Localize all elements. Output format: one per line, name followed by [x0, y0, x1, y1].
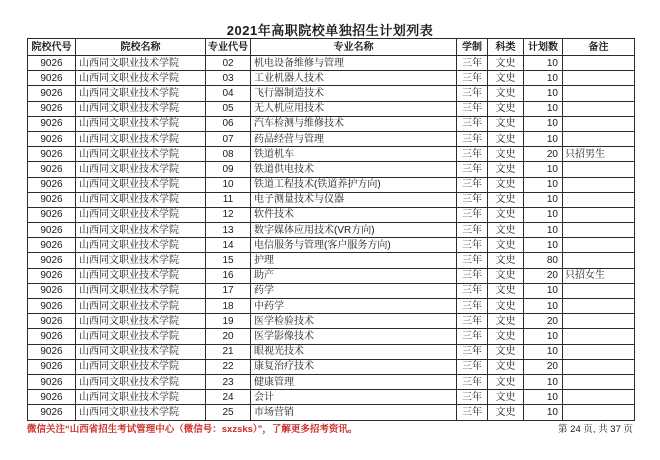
column-header-4: 学制: [457, 39, 488, 56]
table-cell: 10: [524, 71, 563, 86]
table-cell: 文史: [488, 177, 524, 192]
table-cell: 山西同文职业技术学院: [76, 283, 206, 298]
table-cell: 三年: [457, 283, 488, 298]
table-cell: 10: [524, 56, 563, 71]
table-cell: 11: [206, 192, 251, 207]
table-cell: 08: [206, 147, 251, 162]
table-cell: 9026: [28, 359, 76, 374]
table-cell: 三年: [457, 192, 488, 207]
table-cell: 9026: [28, 147, 76, 162]
table-cell: 三年: [457, 390, 488, 405]
table-cell: 市场营销: [251, 405, 457, 420]
table-cell: 山西同文职业技术学院: [76, 116, 206, 131]
table-cell: 只招女生: [563, 268, 635, 283]
table-cell: [563, 359, 635, 374]
table-cell: [563, 162, 635, 177]
table-cell: 9026: [28, 390, 76, 405]
table-cell: 10: [524, 299, 563, 314]
table-cell: [563, 71, 635, 86]
table-cell: 山西同文职业技术学院: [76, 162, 206, 177]
table-cell: 三年: [457, 344, 488, 359]
table-cell: [563, 56, 635, 71]
table-cell: 10: [524, 374, 563, 389]
table-cell: 助产: [251, 268, 457, 283]
table-cell: 9026: [28, 344, 76, 359]
table-cell: 04: [206, 86, 251, 101]
table-cell: 三年: [457, 299, 488, 314]
table-cell: 山西同文职业技术学院: [76, 101, 206, 116]
table-cell: 机电设备维修与管理: [251, 56, 457, 71]
table-cell: 文史: [488, 359, 524, 374]
table-cell: 文史: [488, 329, 524, 344]
page-number-indicator: 第 24 页, 共 37 页: [558, 424, 633, 435]
table-row: [28, 374, 635, 389]
table-row: [28, 56, 635, 71]
table-cell: 三年: [457, 223, 488, 238]
table-cell: 文史: [488, 207, 524, 222]
table-cell: 10: [524, 283, 563, 298]
column-header-0: 院校代号: [28, 39, 76, 56]
table-cell: 9026: [28, 116, 76, 131]
table-cell: 9026: [28, 238, 76, 253]
table-cell: [563, 207, 635, 222]
table-cell: 三年: [457, 162, 488, 177]
table-row: [28, 192, 635, 207]
table-cell: 9026: [28, 283, 76, 298]
table-cell: 15: [206, 253, 251, 268]
table-cell: 文史: [488, 390, 524, 405]
table-cell: 18: [206, 299, 251, 314]
wechat-footer-notice: 微信关注“山西省招生考试管理中心（微信号：sxzsks）”，了解更多招考资讯。: [27, 424, 358, 435]
table-row: [28, 405, 635, 420]
table-cell: 文史: [488, 299, 524, 314]
table-row: [28, 253, 635, 268]
table-cell: 三年: [457, 147, 488, 162]
table-cell: 山西同文职业技术学院: [76, 56, 206, 71]
table-cell: 三年: [457, 374, 488, 389]
table-cell: 三年: [457, 405, 488, 420]
table-cell: 三年: [457, 253, 488, 268]
table-cell: 25: [206, 405, 251, 420]
table-row: [28, 86, 635, 101]
table-cell: 山西同文职业技术学院: [76, 223, 206, 238]
table-cell: 铁道机车: [251, 147, 457, 162]
table-cell: 山西同文职业技术学院: [76, 253, 206, 268]
table-cell: 文史: [488, 238, 524, 253]
table-cell: 文史: [488, 162, 524, 177]
table-cell: 文史: [488, 374, 524, 389]
table-cell: 三年: [457, 314, 488, 329]
table-cell: 健康管理: [251, 374, 457, 389]
table-cell: 数字媒体应用技术(VR方向): [251, 223, 457, 238]
table-cell: [563, 116, 635, 131]
table-cell: [563, 283, 635, 298]
table-cell: 药品经营与管理: [251, 131, 457, 146]
table-cell: [563, 405, 635, 420]
table-cell: 眼视光技术: [251, 344, 457, 359]
table-cell: 03: [206, 71, 251, 86]
table-cell: 三年: [457, 329, 488, 344]
table-cell: 9026: [28, 253, 76, 268]
table-cell: 10: [524, 207, 563, 222]
table-row: [28, 177, 635, 192]
table-cell: 10: [524, 177, 563, 192]
table-cell: 文史: [488, 86, 524, 101]
page-title: 2021年高职院校单独招生计划列表: [226, 23, 434, 38]
table-cell: 山西同文职业技术学院: [76, 192, 206, 207]
table-cell: 14: [206, 238, 251, 253]
table-cell: 三年: [457, 207, 488, 222]
table-cell: 三年: [457, 238, 488, 253]
table-cell: 飞行器制造技术: [251, 86, 457, 101]
table-cell: 三年: [457, 71, 488, 86]
table-row: [28, 71, 635, 86]
table-cell: 山西同文职业技术学院: [76, 344, 206, 359]
table-cell: 铁道供电技术: [251, 162, 457, 177]
table-cell: 02: [206, 56, 251, 71]
table-cell: 医学影像技术: [251, 329, 457, 344]
table-cell: 19: [206, 314, 251, 329]
table-cell: [563, 374, 635, 389]
table-cell: 文史: [488, 344, 524, 359]
table-row: [28, 329, 635, 344]
table-cell: 10: [206, 177, 251, 192]
table-cell: 医学检验技术: [251, 314, 457, 329]
table-cell: 10: [524, 131, 563, 146]
table-cell: 21: [206, 344, 251, 359]
table-cell: 10: [524, 86, 563, 101]
table-cell: 20: [206, 329, 251, 344]
table-cell: 9026: [28, 101, 76, 116]
table-cell: 文史: [488, 268, 524, 283]
table-cell: 05: [206, 101, 251, 116]
table-cell: 工业机器人技术: [251, 71, 457, 86]
table-cell: 10: [524, 223, 563, 238]
table-row: [28, 162, 635, 177]
table-cell: 9026: [28, 131, 76, 146]
table-cell: 山西同文职业技术学院: [76, 390, 206, 405]
table-cell: 山西同文职业技术学院: [76, 177, 206, 192]
table-cell: 22: [206, 359, 251, 374]
table-cell: [563, 131, 635, 146]
table-cell: 山西同文职业技术学院: [76, 207, 206, 222]
table-cell: 山西同文职业技术学院: [76, 86, 206, 101]
table-cell: 文史: [488, 101, 524, 116]
table-cell: 10: [524, 116, 563, 131]
table-cell: 9026: [28, 192, 76, 207]
table-cell: 10: [524, 101, 563, 116]
table-cell: 10: [524, 238, 563, 253]
table-row: [28, 314, 635, 329]
table-cell: 三年: [457, 86, 488, 101]
table-cell: 9026: [28, 299, 76, 314]
table-cell: 9026: [28, 314, 76, 329]
table-cell: 中药学: [251, 299, 457, 314]
table-cell: 山西同文职业技术学院: [76, 405, 206, 420]
table-cell: 护理: [251, 253, 457, 268]
table-cell: 山西同文职业技术学院: [76, 268, 206, 283]
table-cell: 文史: [488, 283, 524, 298]
table-cell: [563, 344, 635, 359]
table-cell: 电信服务与管理(客户服务方向): [251, 238, 457, 253]
table-cell: [563, 101, 635, 116]
table-cell: 三年: [457, 268, 488, 283]
enrollment-plan-table: [27, 38, 635, 421]
table-cell: 山西同文职业技术学院: [76, 329, 206, 344]
table-cell: 9026: [28, 207, 76, 222]
table-row: [28, 223, 635, 238]
table-row: [28, 390, 635, 405]
table-cell: 无人机应用技术: [251, 101, 457, 116]
table-cell: 9026: [28, 71, 76, 86]
table-cell: 10: [524, 344, 563, 359]
table-cell: 20: [524, 359, 563, 374]
table-cell: 文史: [488, 71, 524, 86]
table-cell: 康复治疗技术: [251, 359, 457, 374]
column-header-3: 专业名称: [251, 39, 457, 56]
table-cell: 药学: [251, 283, 457, 298]
table-cell: [563, 390, 635, 405]
table-cell: 09: [206, 162, 251, 177]
table-cell: 20: [524, 268, 563, 283]
table-cell: 三年: [457, 101, 488, 116]
table-cell: 文史: [488, 56, 524, 71]
column-header-2: 专业代号: [206, 39, 251, 56]
column-header-1: 院校名称: [76, 39, 206, 56]
table-cell: 铁道工程技术(铁道养护方向): [251, 177, 457, 192]
table-cell: 10: [524, 162, 563, 177]
table-cell: [563, 192, 635, 207]
table-row: [28, 101, 635, 116]
table-cell: 文史: [488, 131, 524, 146]
table-cell: [563, 253, 635, 268]
table-cell: 山西同文职业技术学院: [76, 147, 206, 162]
table-cell: 文史: [488, 253, 524, 268]
table-cell: 9026: [28, 329, 76, 344]
table-cell: 汽车检测与维修技术: [251, 116, 457, 131]
column-header-5: 科类: [488, 39, 524, 56]
table-cell: 07: [206, 131, 251, 146]
table-cell: 10: [524, 390, 563, 405]
table-cell: 三年: [457, 177, 488, 192]
table-cell: 9026: [28, 86, 76, 101]
table-cell: 9026: [28, 56, 76, 71]
table-header-row: [28, 39, 635, 56]
table-cell: 10: [524, 329, 563, 344]
table-row: [28, 207, 635, 222]
table-cell: 80: [524, 253, 563, 268]
table-cell: 9026: [28, 374, 76, 389]
table-cell: 文史: [488, 116, 524, 131]
table-cell: 软件技术: [251, 207, 457, 222]
table-cell: 9026: [28, 223, 76, 238]
table-cell: 三年: [457, 359, 488, 374]
table-cell: 三年: [457, 116, 488, 131]
table-cell: 20: [524, 314, 563, 329]
table-cell: 文史: [488, 314, 524, 329]
table-cell: [563, 314, 635, 329]
table-cell: 9026: [28, 162, 76, 177]
table-cell: 山西同文职业技术学院: [76, 71, 206, 86]
enrollment-table-container: [27, 38, 635, 421]
table-cell: 24: [206, 390, 251, 405]
table-cell: 只招男生: [563, 147, 635, 162]
table-body: [28, 56, 635, 421]
table-cell: 10: [524, 405, 563, 420]
table-cell: 17: [206, 283, 251, 298]
table-cell: 文史: [488, 192, 524, 207]
table-row: [28, 131, 635, 146]
table-cell: [563, 86, 635, 101]
table-cell: 山西同文职业技术学院: [76, 374, 206, 389]
table-cell: [563, 238, 635, 253]
table-row: [28, 299, 635, 314]
table-cell: 9026: [28, 268, 76, 283]
table-cell: 三年: [457, 131, 488, 146]
table-cell: 20: [524, 147, 563, 162]
column-header-7: 备注: [563, 39, 635, 56]
table-cell: 山西同文职业技术学院: [76, 238, 206, 253]
table-cell: [563, 223, 635, 238]
table-cell: 山西同文职业技术学院: [76, 314, 206, 329]
column-header-6: 计划数: [524, 39, 563, 56]
table-row: [28, 268, 635, 283]
table-row: [28, 283, 635, 298]
table-row: [28, 359, 635, 374]
table-cell: 山西同文职业技术学院: [76, 131, 206, 146]
table-cell: 山西同文职业技术学院: [76, 359, 206, 374]
table-row: [28, 344, 635, 359]
table-cell: 23: [206, 374, 251, 389]
table-cell: 文史: [488, 147, 524, 162]
table-cell: 电子测量技术与仪器: [251, 192, 457, 207]
table-cell: [563, 299, 635, 314]
table-cell: 文史: [488, 405, 524, 420]
table-cell: 06: [206, 116, 251, 131]
table-cell: [563, 329, 635, 344]
table-cell: 9026: [28, 405, 76, 420]
table-cell: [563, 177, 635, 192]
table-cell: 10: [524, 192, 563, 207]
table-cell: 会计: [251, 390, 457, 405]
table-cell: 13: [206, 223, 251, 238]
table-row: [28, 116, 635, 131]
table-cell: 山西同文职业技术学院: [76, 299, 206, 314]
table-cell: 16: [206, 268, 251, 283]
table-cell: 文史: [488, 223, 524, 238]
table-cell: 9026: [28, 177, 76, 192]
table-cell: 12: [206, 207, 251, 222]
table-cell: 三年: [457, 56, 488, 71]
table-row: [28, 147, 635, 162]
table-row: [28, 238, 635, 253]
